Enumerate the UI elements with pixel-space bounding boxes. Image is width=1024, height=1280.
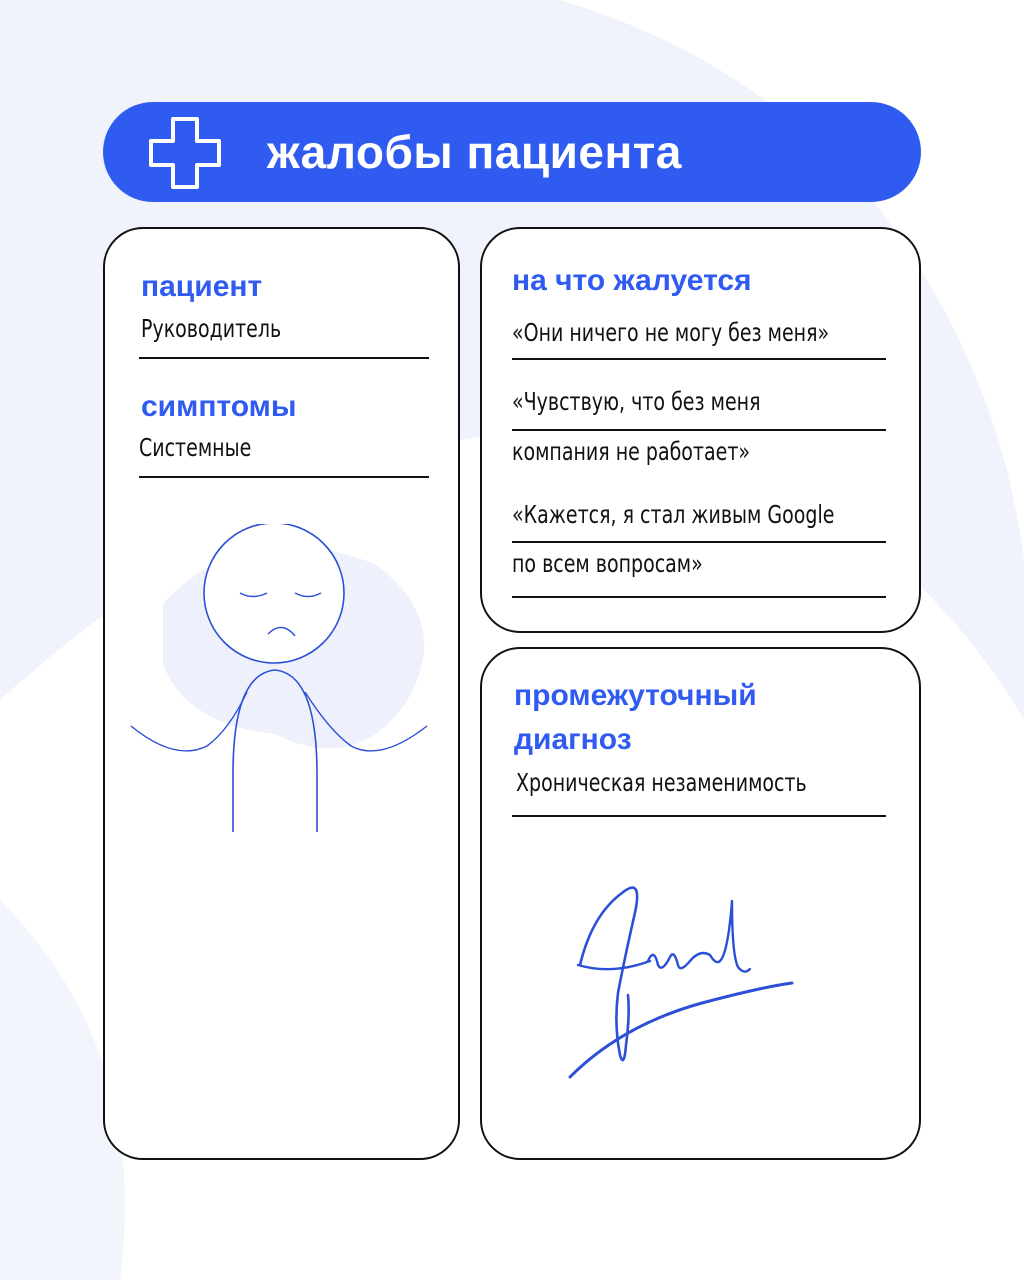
symptoms-value: Системные [139, 433, 252, 462]
complaints-label: на что жалуется [512, 264, 752, 297]
complaint-line: по всем вопросам» [512, 549, 703, 578]
complaints-card [480, 227, 921, 633]
page-title: жалобы пациента [267, 126, 682, 178]
complaint-divider [512, 596, 886, 598]
symptoms-label: симптомы [141, 390, 297, 423]
complaint-line: компания не работает» [512, 437, 751, 466]
diagnosis-divider [512, 815, 886, 817]
complaint-divider [512, 358, 886, 360]
title-banner [103, 102, 921, 202]
handwritten-signature [562, 865, 802, 1095]
patient-divider [139, 357, 429, 359]
complaint-line: «Чувствую, что без меня [512, 387, 761, 416]
diagnosis-value: Хроническая незаменимость [516, 768, 807, 797]
complaint-line: «Они ничего не могу без меня» [512, 318, 830, 347]
patient-value: Руководитель [141, 314, 282, 343]
diagnosis-label-line2: диагноз [514, 723, 632, 756]
complaint-divider [512, 429, 886, 431]
sad-person-illustration [125, 524, 445, 844]
patient-card [103, 227, 460, 1160]
patient-label: пациент [141, 270, 263, 303]
diagnosis-card [480, 647, 921, 1160]
symptoms-divider [139, 476, 429, 478]
diagnosis-label-line1: промежуточный [514, 679, 757, 712]
complaint-line: «Кажется, я стал живым Google [512, 500, 835, 529]
complaint-divider [512, 541, 886, 543]
medical-cross-icon [147, 115, 223, 191]
